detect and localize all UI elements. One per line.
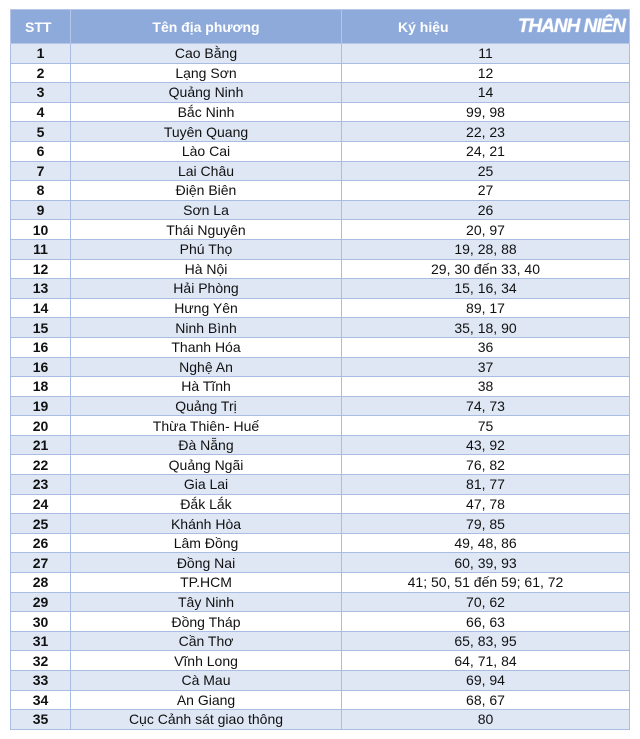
cell-name: Tây Ninh — [71, 592, 342, 612]
cell-name: An Giang — [71, 690, 342, 710]
cell-stt: 28 — [11, 573, 71, 593]
cell-name: Quảng Trị — [71, 396, 342, 416]
table-row — [11, 396, 630, 416]
cell-code: 89, 17 — [342, 298, 630, 318]
cell-name: Quảng Ngãi — [71, 455, 342, 475]
cell-code: 15, 16, 34 — [342, 279, 630, 299]
cell-stt: 6 — [11, 141, 71, 161]
cell-stt: 26 — [11, 533, 71, 553]
table-row — [11, 573, 630, 593]
cell-name: Cục Cảnh sát giao thông — [71, 710, 342, 730]
table-row — [11, 671, 630, 691]
table-row — [11, 239, 630, 259]
cell-name: Gia Lai — [71, 475, 342, 495]
cell-code: 26 — [342, 200, 630, 220]
cell-stt: 9 — [11, 200, 71, 220]
table-row — [11, 83, 630, 103]
cell-code: 64, 71, 84 — [342, 651, 630, 671]
cell-name: Cao Bằng — [71, 44, 342, 64]
cell-code: 69, 94 — [342, 671, 630, 691]
cell-code: 41; 50, 51 đến 59; 61, 72 — [342, 573, 630, 593]
cell-code: 37 — [342, 357, 630, 377]
cell-code: 76, 82 — [342, 455, 630, 475]
table-row — [11, 612, 630, 632]
table-row — [11, 141, 630, 161]
table-row — [11, 533, 630, 553]
table-row — [11, 44, 630, 64]
cell-name: Đà Nẵng — [71, 435, 342, 455]
table-row — [11, 298, 630, 318]
table-row — [11, 279, 630, 299]
table-row — [11, 455, 630, 475]
cell-code: 75 — [342, 416, 630, 436]
table-row — [11, 514, 630, 534]
cell-name: Lào Cai — [71, 141, 342, 161]
cell-stt: 31 — [11, 631, 71, 651]
cell-code: 20, 97 — [342, 220, 630, 240]
license-plate-table-container — [10, 9, 629, 730]
cell-name: Cần Thơ — [71, 631, 342, 651]
cell-name: TP.HCM — [71, 573, 342, 593]
cell-code: 19, 28, 88 — [342, 239, 630, 259]
table-row — [11, 377, 630, 397]
table-row — [11, 592, 630, 612]
cell-stt: 13 — [11, 279, 71, 299]
cell-stt: 23 — [11, 475, 71, 495]
cell-stt: 20 — [11, 416, 71, 436]
table-row — [11, 651, 630, 671]
cell-code: 79, 85 — [342, 514, 630, 534]
cell-stt: 15 — [11, 318, 71, 338]
cell-code: 14 — [342, 83, 630, 103]
cell-code: 29, 30 đến 33, 40 — [342, 259, 630, 279]
header-code-cell — [342, 10, 630, 44]
cell-code: 35, 18, 90 — [342, 318, 630, 338]
cell-code: 65, 83, 95 — [342, 631, 630, 651]
cell-code: 99, 98 — [342, 102, 630, 122]
cell-stt: 18 — [11, 377, 71, 397]
cell-name: Hà Nội — [71, 259, 342, 279]
cell-name: Vĩnh Long — [71, 651, 342, 671]
cell-code: 36 — [342, 337, 630, 357]
cell-code: 66, 63 — [342, 612, 630, 632]
cell-name: Hà Tĩnh — [71, 377, 342, 397]
table-row — [11, 475, 630, 495]
table-row — [11, 337, 630, 357]
table-row — [11, 259, 630, 279]
cell-name: Lai Châu — [71, 161, 342, 181]
header-code: Ký hiệu — [398, 19, 449, 35]
table-row — [11, 318, 630, 338]
cell-name: Bắc Ninh — [71, 102, 342, 122]
table-row — [11, 161, 630, 181]
cell-stt: 10 — [11, 220, 71, 240]
cell-name: Thanh Hóa — [71, 337, 342, 357]
table-row — [11, 63, 630, 83]
cell-stt: 27 — [11, 553, 71, 573]
cell-stt: 24 — [11, 494, 71, 514]
cell-stt: 29 — [11, 592, 71, 612]
cell-name: Nghệ An — [71, 357, 342, 377]
header-stt: STT — [11, 10, 71, 44]
cell-stt: 19 — [11, 396, 71, 416]
cell-code: 70, 62 — [342, 592, 630, 612]
cell-stt: 1 — [11, 44, 71, 64]
cell-code: 47, 78 — [342, 494, 630, 514]
cell-stt: 16 — [11, 337, 71, 357]
cell-name: Lâm Đồng — [71, 533, 342, 553]
cell-name: Phú Thọ — [71, 239, 342, 259]
cell-name: Đồng Nai — [71, 553, 342, 573]
cell-name: Thái Nguyên — [71, 220, 342, 240]
cell-stt: 2 — [11, 63, 71, 83]
cell-stt: 22 — [11, 455, 71, 475]
cell-name: Điện Biên — [71, 181, 342, 201]
cell-stt: 7 — [11, 161, 71, 181]
table-row — [11, 220, 630, 240]
table-row — [11, 416, 630, 436]
table-row — [11, 690, 630, 710]
cell-code: 11 — [342, 44, 630, 64]
cell-name: Quảng Ninh — [71, 83, 342, 103]
table-row — [11, 435, 630, 455]
cell-code: 38 — [342, 377, 630, 397]
cell-name: Đắk Lắk — [71, 494, 342, 514]
cell-stt: 5 — [11, 122, 71, 142]
header-row — [11, 10, 630, 44]
cell-code: 25 — [342, 161, 630, 181]
cell-code: 81, 77 — [342, 475, 630, 495]
cell-name: Lạng Sơn — [71, 63, 342, 83]
cell-stt: 8 — [11, 181, 71, 201]
cell-stt: 34 — [11, 690, 71, 710]
cell-name: Sơn La — [71, 200, 342, 220]
table-row — [11, 710, 630, 730]
cell-stt: 30 — [11, 612, 71, 632]
cell-code: 60, 39, 93 — [342, 553, 630, 573]
cell-stt: 25 — [11, 514, 71, 534]
cell-code: 27 — [342, 181, 630, 201]
cell-stt: 16 — [11, 357, 71, 377]
license-plate-table — [10, 9, 630, 730]
cell-name: Hưng Yên — [71, 298, 342, 318]
thanh-nien-logo: THANH NIÊN — [517, 16, 625, 37]
cell-name: Đồng Tháp — [71, 612, 342, 632]
cell-name: Hải Phòng — [71, 279, 342, 299]
cell-stt: 14 — [11, 298, 71, 318]
cell-name: Thừa Thiên- Huế — [71, 416, 342, 436]
table-row — [11, 553, 630, 573]
table-row — [11, 200, 630, 220]
cell-stt: 3 — [11, 83, 71, 103]
cell-code: 22, 23 — [342, 122, 630, 142]
cell-stt: 12 — [11, 259, 71, 279]
cell-name: Khánh Hòa — [71, 514, 342, 534]
table-row — [11, 122, 630, 142]
table-body — [11, 44, 630, 730]
cell-code: 12 — [342, 63, 630, 83]
cell-code: 74, 73 — [342, 396, 630, 416]
table-header — [11, 10, 630, 44]
table-row — [11, 494, 630, 514]
cell-code: 49, 48, 86 — [342, 533, 630, 553]
table-row — [11, 631, 630, 651]
cell-stt: 11 — [11, 239, 71, 259]
cell-stt: 21 — [11, 435, 71, 455]
cell-stt: 32 — [11, 651, 71, 671]
cell-code: 43, 92 — [342, 435, 630, 455]
cell-code: 80 — [342, 710, 630, 730]
cell-stt: 4 — [11, 102, 71, 122]
cell-stt: 35 — [11, 710, 71, 730]
table-row — [11, 181, 630, 201]
cell-name: Tuyên Quang — [71, 122, 342, 142]
cell-stt: 33 — [11, 671, 71, 691]
cell-code: 68, 67 — [342, 690, 630, 710]
cell-name: Cà Mau — [71, 671, 342, 691]
table-row — [11, 357, 630, 377]
table-row — [11, 102, 630, 122]
cell-code: 24, 21 — [342, 141, 630, 161]
header-name: Tên địa phương — [71, 10, 342, 44]
cell-name: Ninh Bình — [71, 318, 342, 338]
